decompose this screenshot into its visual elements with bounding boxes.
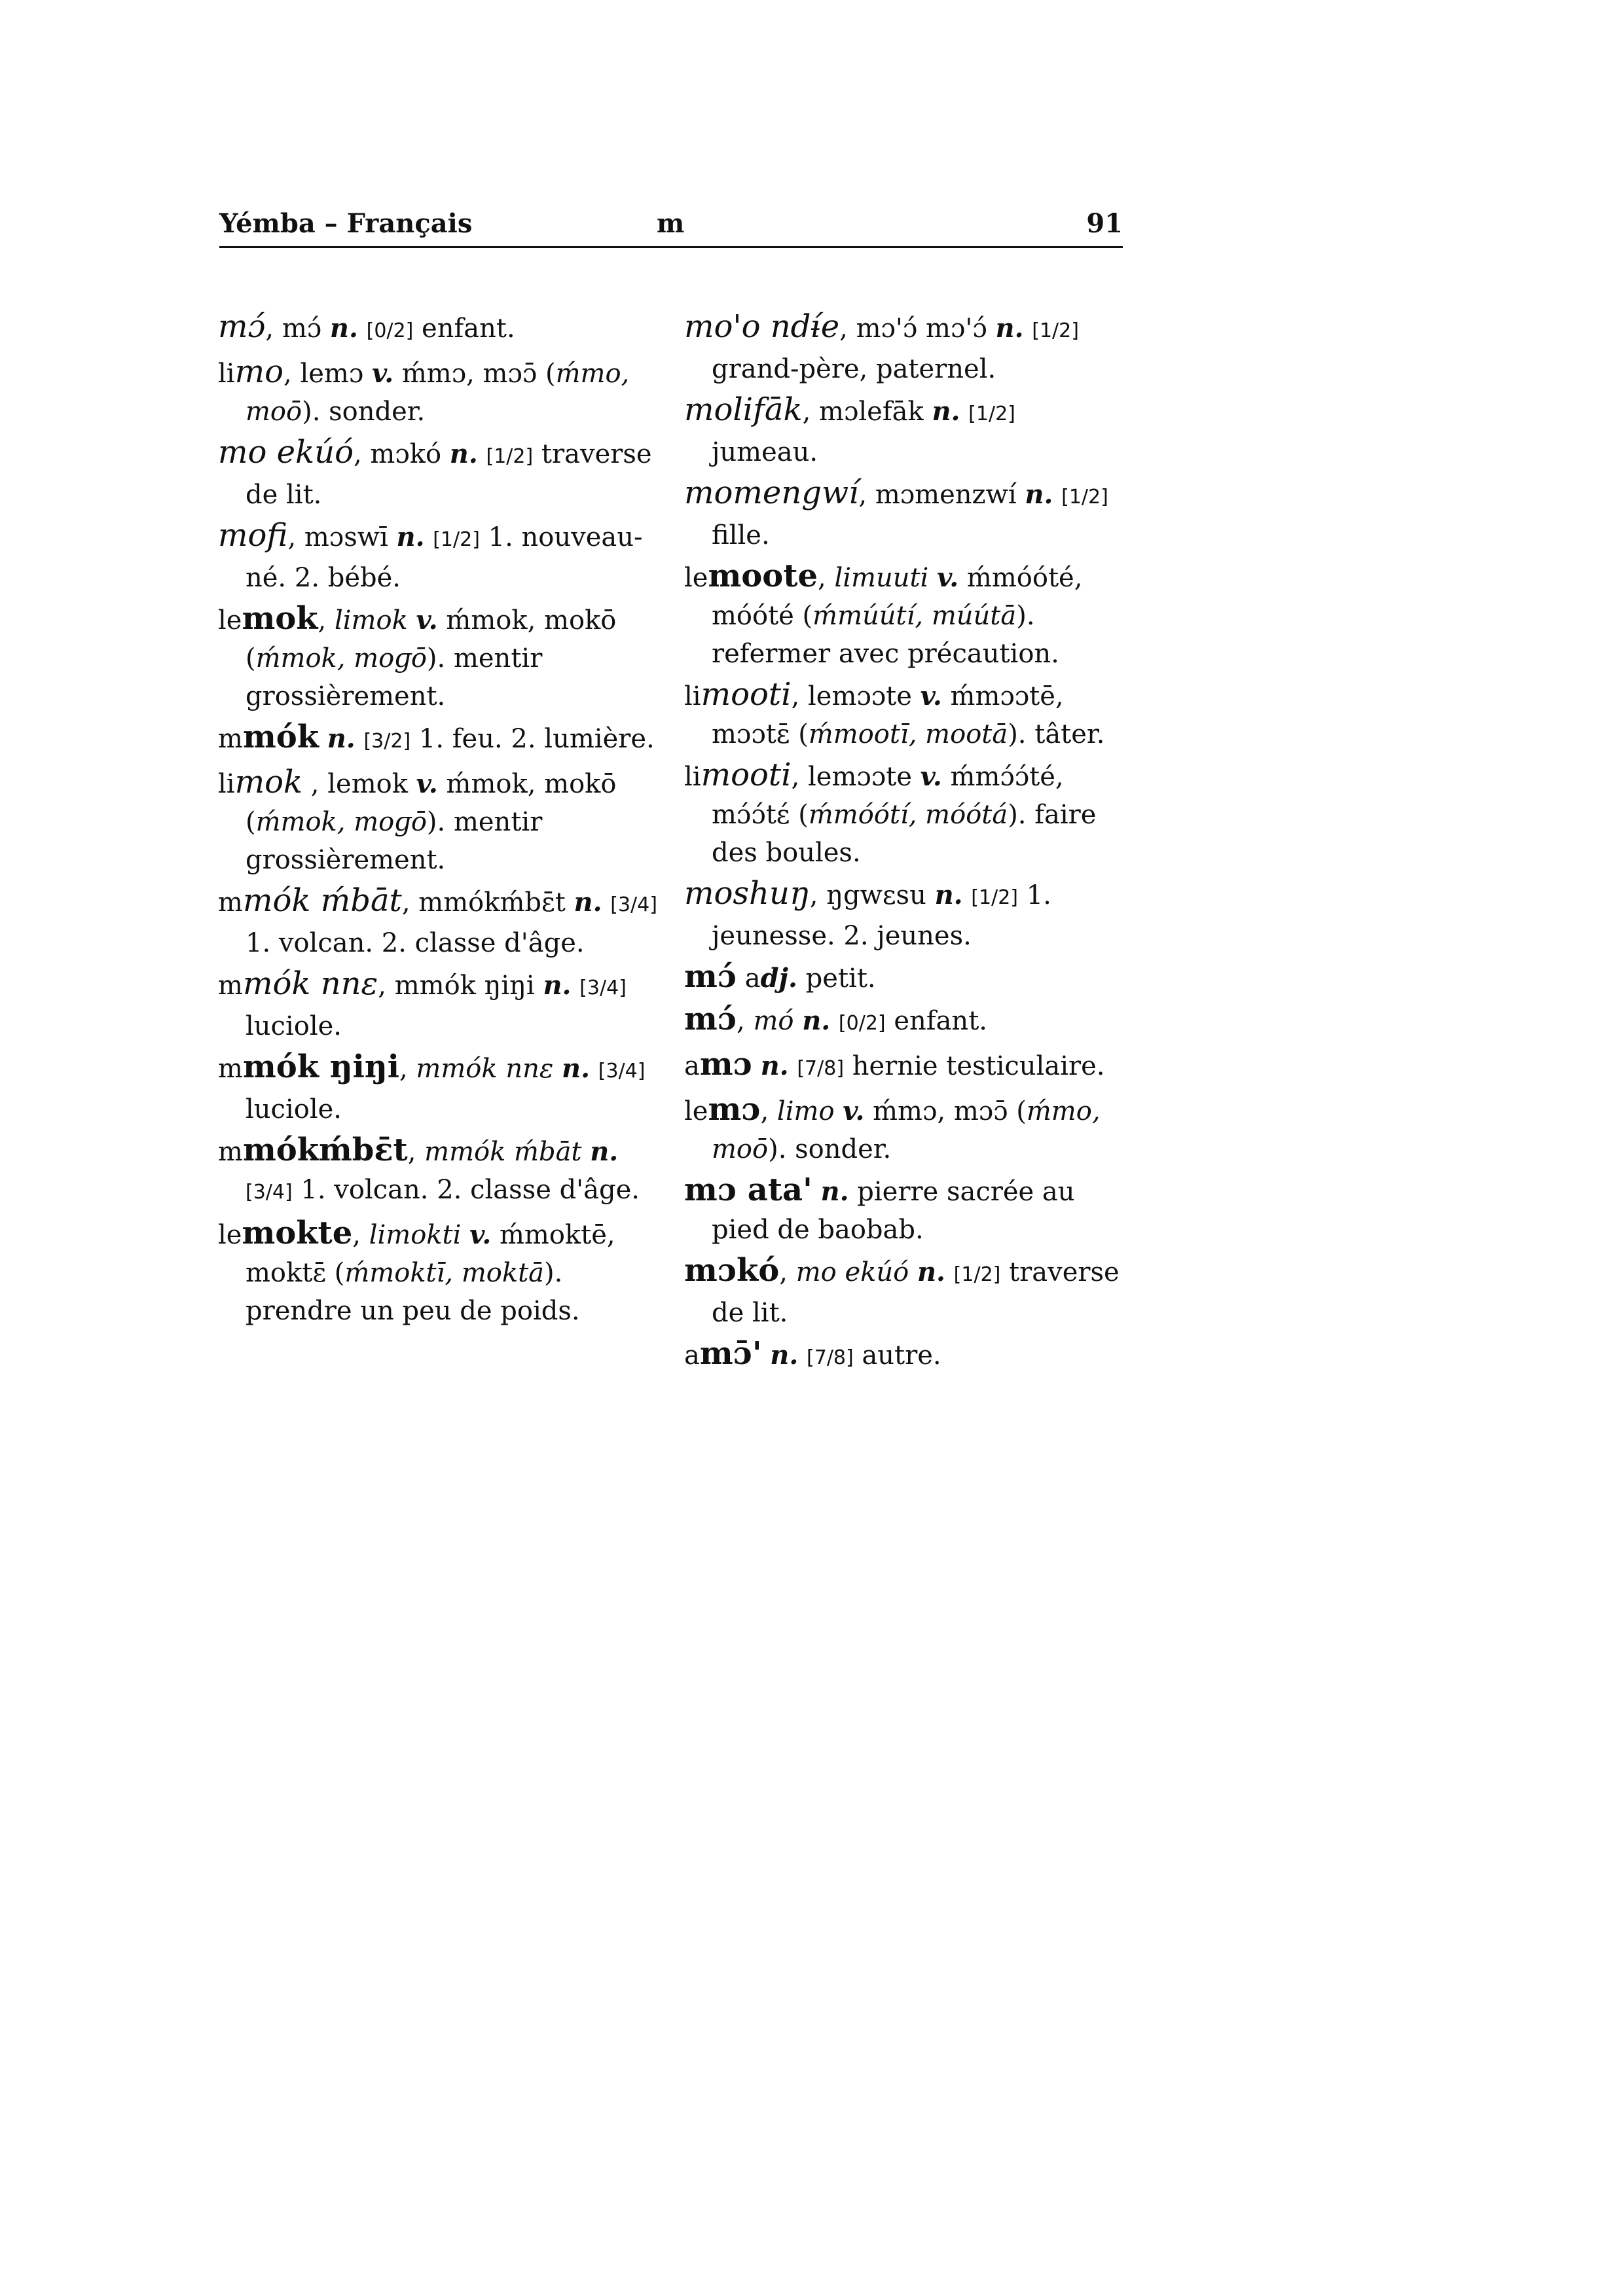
part-of-speech: dj. [760, 963, 797, 994]
noun-class: [1/2] [968, 403, 1015, 425]
noun-class: [7/8] [797, 1057, 845, 1080]
headword: moote [708, 558, 818, 594]
entry-text: 1. volcan. 2. classe d'âge. [292, 1175, 640, 1205]
entry-text [602, 888, 611, 918]
headword: mɔ́ [684, 1001, 737, 1037]
entry-text: autre. [853, 1340, 941, 1371]
part-of-speech: n. [1025, 479, 1053, 510]
entry-text: , mmók ŋiŋi [378, 971, 543, 1001]
entry-text [830, 1006, 839, 1036]
headword: mofi [218, 517, 288, 554]
header-title: Yémba – Français [219, 208, 473, 239]
entry-text: limok [334, 605, 408, 636]
headword: mók [242, 719, 319, 755]
part-of-speech: n. [449, 439, 478, 469]
entry-text [582, 1137, 591, 1167]
dictionary-entry [218, 1131, 663, 1211]
entry-text: ḿmɔ, mɔɔ̄ ( [864, 1096, 1027, 1126]
entry-text [789, 1051, 797, 1081]
entry-text: , lemok [302, 769, 416, 799]
part-of-speech: v. [920, 681, 942, 711]
part-of-speech: n. [590, 1136, 619, 1167]
headword-prefix: li [684, 681, 701, 711]
entry-text: 1. jeunesse. 2. jeunes. [712, 880, 1051, 951]
noun-class: [1/2] [971, 886, 1018, 909]
part-of-speech: n. [396, 522, 425, 552]
headword-prefix: li [684, 762, 701, 792]
dictionary-entry [684, 1251, 1129, 1332]
entry-text: ḿmoktē, moktɛ̄ ( [246, 1220, 615, 1288]
running-header [219, 208, 1123, 248]
entry-text: ḿmoktī, moktā [344, 1258, 545, 1288]
entry-text: , lemɔɔte [791, 681, 921, 711]
dictionary-entry [684, 391, 1129, 471]
headword-prefix: li [218, 769, 235, 799]
dictionary-entry [684, 675, 1129, 753]
noun-class: [1/2] [1061, 486, 1108, 509]
part-of-speech: n. [770, 1340, 799, 1371]
headword-prefix: m [218, 1054, 243, 1084]
entry-text: 1. nouveau-né. 2. bébé. [246, 522, 643, 593]
part-of-speech: n. [995, 313, 1024, 344]
entry-text: grand-père, paternel. [712, 354, 996, 384]
part-of-speech: n. [802, 1005, 831, 1036]
part-of-speech: v. [371, 358, 394, 389]
dictionary-entry [684, 874, 1129, 955]
headword-prefix: m [218, 971, 243, 1001]
entry-text: ). mentir grossièrement. [246, 807, 543, 875]
entry-text [1024, 314, 1032, 344]
dictionary-entry [218, 308, 663, 350]
entry-text: ḿmok, mokō ( [246, 605, 617, 673]
entry-text: ḿmok, moɡō [255, 643, 427, 673]
entry-text [909, 1257, 917, 1287]
entry-text: ḿmɔ, mɔɔ̄ ( [393, 359, 556, 389]
entry-text: 1. feu. 2. lumière. [410, 724, 655, 754]
dictionary-entry [684, 1335, 1129, 1377]
dictionary-entry [684, 308, 1129, 388]
entry-text [960, 397, 968, 427]
part-of-speech: v. [843, 1096, 865, 1126]
part-of-speech: n. [562, 1053, 591, 1084]
page-number: 91 [1086, 208, 1123, 239]
entry-text: mmók nnɛ [416, 1054, 554, 1084]
headword-prefix: a [684, 1051, 700, 1081]
entry-text: 1. volcan. 2. classe d'âge. [246, 928, 585, 958]
headword: mók ŋiŋi [242, 1049, 399, 1085]
entry-text: , mmókḿbɛ̄t [401, 888, 574, 918]
entry-text: luciole. [246, 1094, 342, 1124]
entry-text [798, 1340, 807, 1371]
entry-text: , mɔswī [287, 522, 397, 552]
part-of-speech: v. [937, 562, 959, 593]
entry-text [358, 314, 367, 344]
headword: molifāk [684, 391, 803, 428]
entry-text: traverse de lit. [712, 1257, 1120, 1328]
entry-text [319, 724, 327, 754]
entry-text: , [399, 1054, 416, 1084]
entry-text: mmók ḿbāt [424, 1137, 582, 1167]
entry-text: luciole. [246, 1011, 342, 1041]
part-of-speech: v. [920, 761, 942, 792]
headword-prefix: le [684, 563, 708, 593]
entry-text: enfant. [885, 1006, 987, 1036]
entry-text: ). refermer avec précaution. [712, 601, 1059, 669]
part-of-speech: n. [543, 970, 572, 1001]
headword: mokte [242, 1215, 353, 1251]
entry-text [408, 605, 416, 636]
entry-text: ). prendre un peu de poids. [246, 1258, 580, 1326]
noun-class: [0/2] [366, 319, 414, 342]
entry-text: ). sonder. [768, 1134, 892, 1164]
entry-text: , [407, 1137, 425, 1167]
entry-text: ). faire des boules. [712, 800, 1097, 868]
noun-class: [3/4] [610, 893, 657, 916]
dictionary-entry [218, 353, 663, 431]
noun-class: [1/2] [486, 445, 534, 468]
dictionary-entry [684, 958, 1129, 997]
entry-text: , ŋgwɛsu [809, 880, 935, 910]
headword: mɔ́ [684, 958, 737, 995]
entry-text [478, 439, 486, 469]
header-letter: m [657, 208, 685, 239]
part-of-speech: n. [917, 1257, 945, 1287]
noun-class: [1/2] [433, 528, 480, 551]
entry-text: ḿmok, mokō ( [246, 769, 617, 837]
part-of-speech: v. [469, 1219, 492, 1250]
entry-text: , mɔlefāk [802, 397, 932, 427]
headword: mo'o ndɨ́e [684, 308, 840, 345]
headword: momengwí [684, 475, 859, 511]
headword: mók ḿbāt [242, 882, 402, 919]
headword-prefix: m [218, 1137, 243, 1167]
headword: mɔ̄' [699, 1335, 762, 1372]
entry-text: ḿmootī, mootā [808, 719, 1008, 749]
entry-text: ). sonder. [302, 397, 426, 427]
headword: mooti [701, 676, 792, 713]
dictionary-entry [218, 718, 663, 761]
headword: mɔ́ [218, 308, 266, 345]
dictionary-entry [684, 1000, 1129, 1043]
entry-text: mó [753, 1006, 794, 1036]
entry-text: , mɔmenzwí [858, 480, 1025, 510]
headword-prefix: li [218, 359, 235, 389]
dictionary-entry [684, 756, 1129, 872]
entry-text: , [779, 1257, 796, 1287]
entry-text: traverse de lit. [246, 439, 652, 510]
headword-prefix: le [684, 1096, 708, 1126]
dictionary-entry [684, 1171, 1129, 1249]
noun-class: [3/4] [579, 977, 627, 999]
dictionary-entry [218, 965, 663, 1045]
entry-text [762, 1340, 771, 1371]
entry-text: , [352, 1220, 369, 1250]
entry-text [812, 1177, 821, 1207]
entry-text: limokti [369, 1220, 462, 1250]
entry-text: ḿmóótí, móótá [808, 800, 1008, 830]
entry-text [752, 1051, 761, 1081]
entry-text: ḿmɔɔtē, mɔɔtɛ̄ ( [712, 681, 1064, 749]
headword-prefix: a [684, 1340, 700, 1371]
dictionary-entry [218, 1048, 663, 1128]
noun-class: [0/2] [838, 1012, 886, 1035]
entry-text: , [737, 1006, 754, 1036]
noun-class: [3/4] [246, 1181, 293, 1204]
entry-text [590, 1054, 598, 1084]
headword: mók nnɛ [242, 965, 378, 1002]
entry-text: mo ekúó [795, 1257, 909, 1287]
noun-class: [7/8] [807, 1346, 854, 1369]
noun-class: [1/2] [953, 1263, 1001, 1286]
headword: mo [234, 353, 284, 390]
entry-text: , [318, 605, 335, 636]
dictionary-entry [218, 1214, 663, 1330]
entry-text: , mɔ'ɔ́ mɔ'ɔ́ [839, 314, 996, 344]
entry-text [928, 563, 937, 593]
headword: mooti [701, 757, 792, 793]
entry-text [793, 1006, 802, 1036]
entry-text: fille. [712, 520, 770, 550]
entry-text [963, 880, 972, 910]
dictionary-entry [218, 433, 663, 514]
dictionary-entry [218, 600, 663, 715]
dictionary-entry [684, 557, 1129, 673]
entry-text: limuuti [834, 563, 929, 593]
entry-text [461, 1220, 469, 1250]
part-of-speech: n. [327, 723, 356, 754]
headword: mɔkó [684, 1252, 780, 1289]
dictionary-entry [218, 763, 663, 879]
headword: mókḿbɛ̄t [242, 1132, 408, 1168]
part-of-speech: v. [416, 768, 438, 799]
part-of-speech: n. [574, 887, 602, 918]
headword: mɔ ata' [684, 1172, 812, 1208]
left-column [218, 308, 663, 1333]
part-of-speech: n. [932, 396, 960, 427]
entry-text: enfant. [413, 314, 515, 344]
entry-text: limo [776, 1096, 835, 1126]
right-column [684, 308, 1129, 1380]
entry-text: , [818, 563, 835, 593]
entry-text: , mɔkó [353, 439, 450, 469]
entry-text: ḿmok, moɡō [255, 807, 427, 837]
entry-text: ḿmóóté, móóté ( [712, 563, 1083, 631]
entry-text [425, 522, 433, 552]
entry-text: , lemɔɔte [791, 762, 921, 792]
entry-text [945, 1257, 954, 1287]
headword: mok [234, 764, 303, 800]
entry-text [835, 1096, 843, 1126]
entry-text: ḿmɔ́ɔ́té, mɔ́ɔ́tɛ́ ( [712, 762, 1064, 830]
headword: mo ekúó [218, 434, 354, 471]
headword: mɔ [708, 1091, 761, 1128]
part-of-speech: n. [760, 1050, 789, 1081]
entry-text [356, 724, 364, 754]
dictionary-entry [218, 882, 663, 962]
entry-text: pierre sacrée au pied de baobab. [712, 1177, 1075, 1245]
dictionary-entry [684, 1045, 1129, 1088]
entry-text: ḿmo, moō [246, 359, 630, 427]
entry-text: a [737, 963, 761, 994]
entry-text [553, 1054, 562, 1084]
entry-text [1053, 480, 1061, 510]
part-of-speech: n. [329, 313, 358, 344]
headword-prefix: le [218, 1220, 242, 1250]
noun-class: [3/2] [363, 730, 411, 753]
headword: moshuŋ [684, 875, 810, 912]
part-of-speech: n. [820, 1176, 849, 1207]
part-of-speech: v. [416, 605, 438, 636]
entry-text: ). tâter. [1008, 719, 1105, 749]
entry-text: hernie testiculaire. [844, 1051, 1105, 1081]
part-of-speech: n. [934, 880, 963, 910]
entry-text: ḿmúútí, múútā [812, 601, 1017, 631]
entry-text: , mɔ́ [265, 314, 330, 344]
headword: mɔ [699, 1046, 752, 1083]
entry-text: ḿmo, moō [712, 1096, 1101, 1164]
noun-class: [1/2] [1032, 319, 1079, 342]
entry-text: petit. [797, 963, 876, 994]
entry-text: jumeau. [712, 437, 818, 467]
headword-prefix: m [218, 888, 243, 918]
entry-text: ). mentir grossièrement. [246, 643, 543, 711]
entry-text [571, 971, 579, 1001]
headword: mok [242, 600, 318, 637]
dictionary-entry [218, 516, 663, 597]
dictionary-entry [684, 1090, 1129, 1168]
entry-text: , lemɔ [283, 359, 372, 389]
noun-class: [3/4] [598, 1060, 646, 1083]
entry-text: , [760, 1096, 777, 1126]
headword-prefix: m [218, 724, 243, 754]
dictionary-entry [684, 474, 1129, 554]
headword-prefix: le [218, 605, 242, 636]
